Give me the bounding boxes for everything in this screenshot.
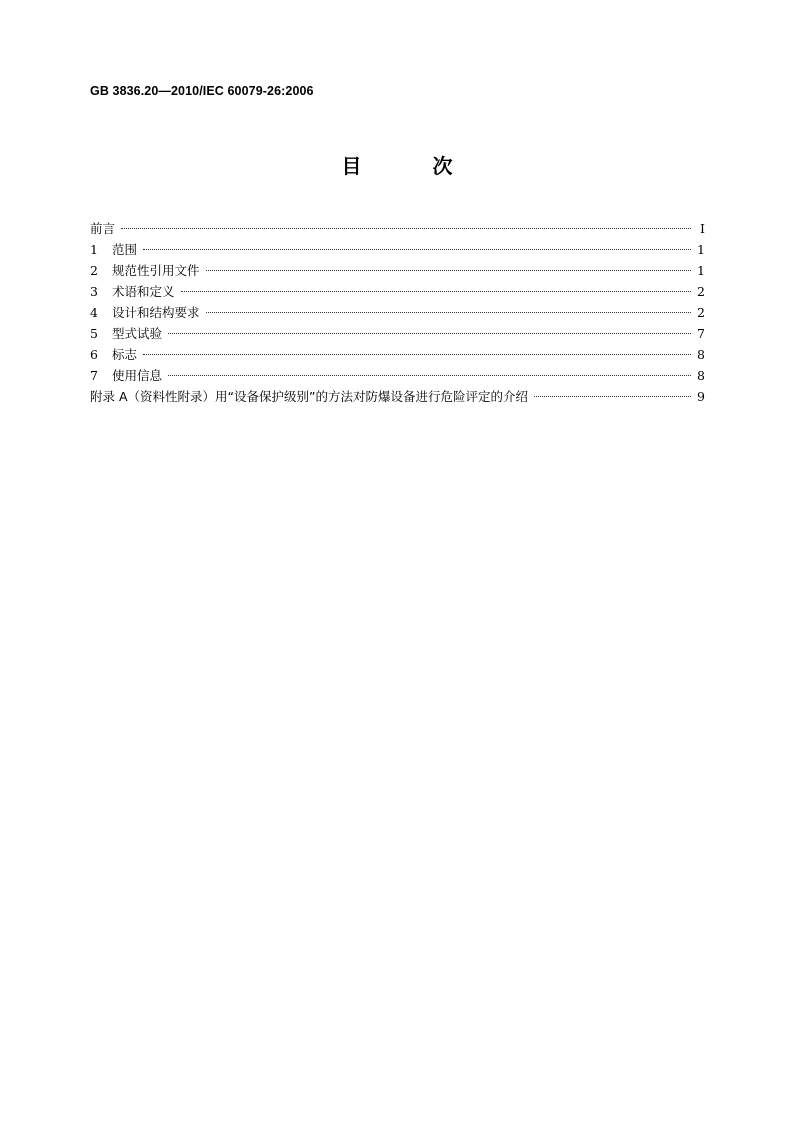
toc-leader-dots bbox=[181, 291, 691, 292]
toc-entry-page: Ⅰ bbox=[700, 221, 705, 236]
toc-entry-label: 前言 bbox=[90, 221, 116, 236]
toc-entry-page: 2 bbox=[697, 305, 705, 320]
toc-entry-page: 8 bbox=[697, 368, 705, 383]
toc-entry-foreword[interactable] bbox=[90, 218, 705, 239]
toc-entry-label: 附录 A（资料性附录）用“设备保护级别”的方法对防爆设备进行危险评定的介绍 bbox=[90, 389, 528, 404]
toc-leader-dots bbox=[534, 396, 691, 397]
toc-entry-marking[interactable] bbox=[90, 344, 705, 365]
toc-entry-label: 规范性引用文件 bbox=[112, 263, 200, 278]
toc-entry-page: 2 bbox=[697, 284, 705, 299]
toc-entry-label: 设计和结构要求 bbox=[112, 305, 200, 320]
toc-leader-dots bbox=[206, 312, 691, 313]
toc-leader-dots bbox=[143, 249, 691, 250]
toc-leader-dots bbox=[121, 228, 691, 229]
toc-entry-label: 范围 bbox=[112, 242, 138, 257]
toc-entry-normative-references[interactable] bbox=[90, 260, 705, 281]
toc-entry-number: 3 bbox=[90, 284, 98, 299]
toc-entry-number: 2 bbox=[90, 263, 98, 278]
toc-entry-annex-a[interactable] bbox=[90, 386, 705, 407]
page-title: 目 次 bbox=[341, 154, 485, 178]
toc-entry-number: 5 bbox=[90, 326, 98, 341]
toc-entry-page: 1 bbox=[697, 263, 705, 278]
toc-entry-instructions[interactable] bbox=[90, 365, 705, 386]
toc-entry-number: 1 bbox=[90, 242, 98, 257]
toc-entry-scope[interactable] bbox=[90, 239, 705, 260]
toc-entry-page: 9 bbox=[697, 389, 705, 404]
toc-leader-dots bbox=[168, 333, 691, 334]
toc-entry-page: 8 bbox=[697, 347, 705, 362]
toc-entry-label: 型式试验 bbox=[112, 326, 163, 341]
standard-code: GB 3836.20—2010/IEC 60079-26:2006 bbox=[90, 84, 314, 98]
toc-entry-design-requirements[interactable] bbox=[90, 302, 705, 323]
toc-entry-page: 1 bbox=[697, 242, 705, 257]
toc-leader-dots bbox=[168, 375, 691, 376]
toc-entry-label: 使用信息 bbox=[112, 368, 163, 383]
toc-entry-label: 标志 bbox=[112, 347, 138, 362]
toc-leader-dots bbox=[206, 270, 691, 271]
toc-entry-number: 7 bbox=[90, 368, 98, 383]
toc-entry-page: 7 bbox=[697, 326, 705, 341]
toc-entry-number: 6 bbox=[90, 347, 98, 362]
toc-leader-dots bbox=[143, 354, 691, 355]
toc-entry-terms-definitions[interactable] bbox=[90, 281, 705, 302]
toc-entry-type-tests[interactable] bbox=[90, 323, 705, 344]
table-of-contents bbox=[90, 218, 705, 407]
toc-entry-number: 4 bbox=[90, 305, 98, 320]
toc-entry-label: 术语和定义 bbox=[112, 284, 175, 299]
